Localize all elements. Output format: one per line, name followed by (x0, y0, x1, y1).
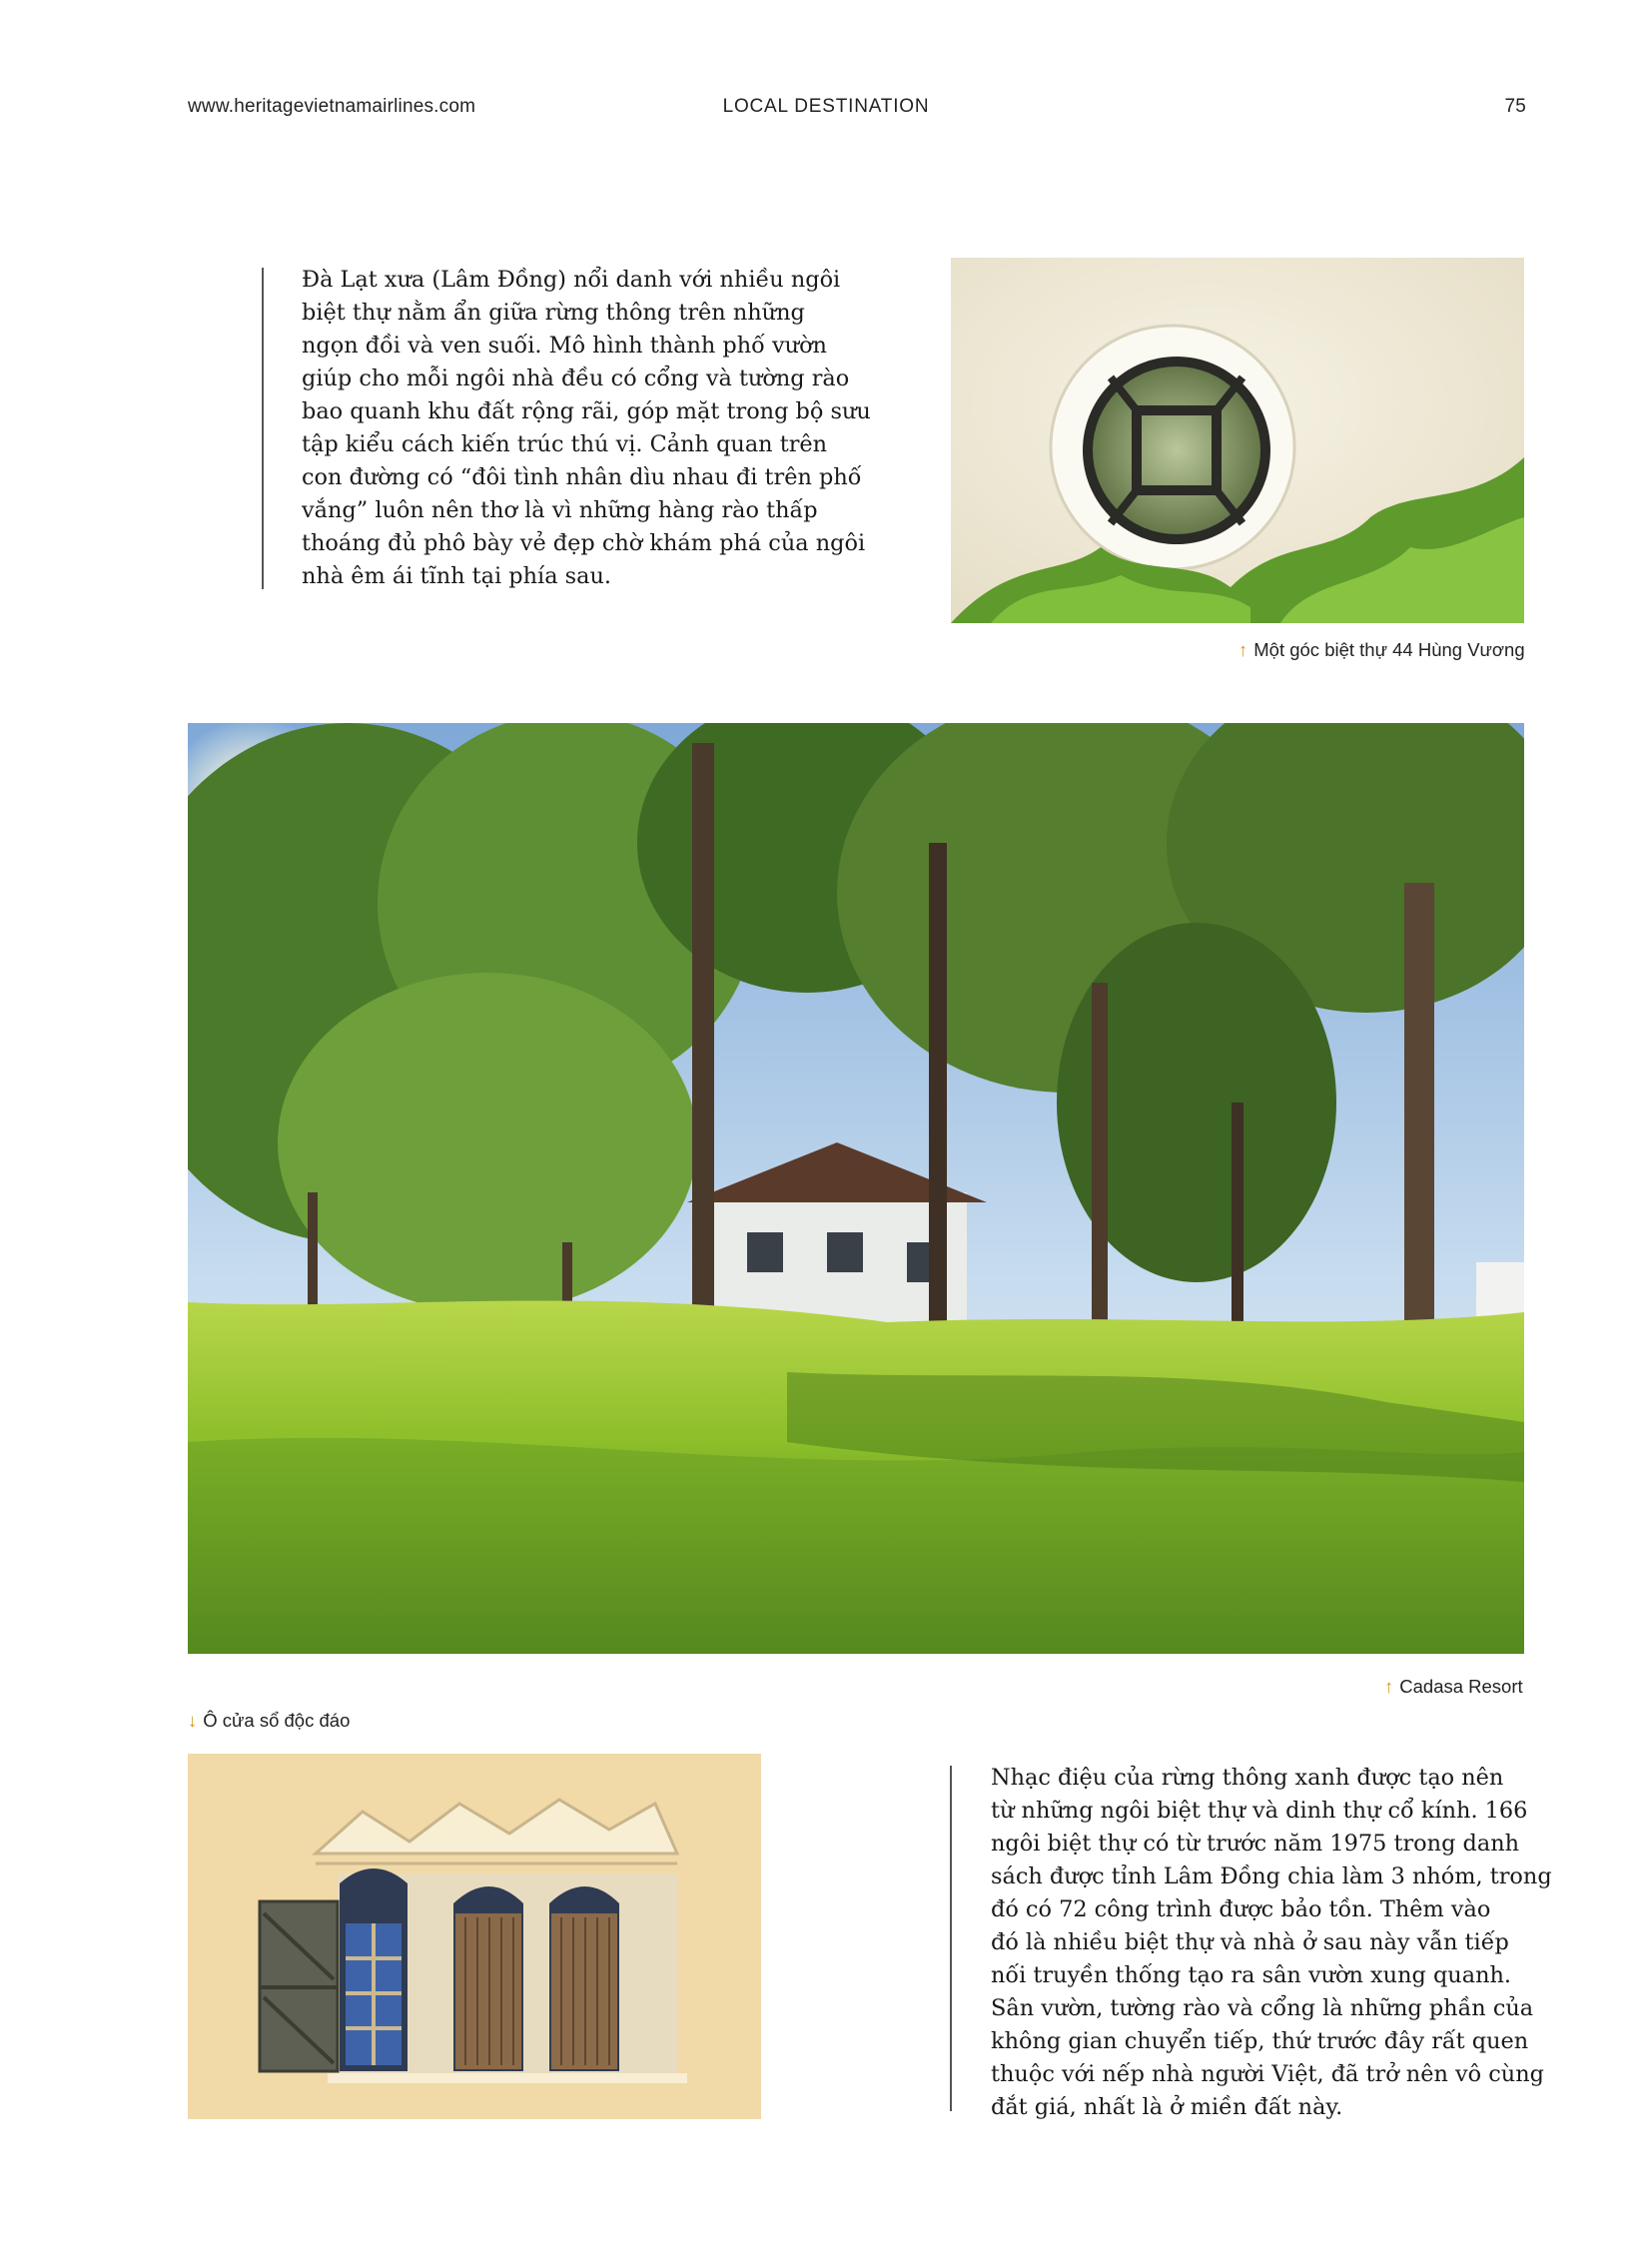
closing-line: đó có 72 công trình được bảo tồn. Thêm vào (991, 1896, 1491, 1922)
section-title: LOCAL DESTINATION (722, 96, 930, 117)
round-window-caption (1239, 639, 1525, 661)
site-url[interactable]: www.heritagevietnamairlines.com (188, 96, 476, 117)
intro-line: thoáng đủ phô bày vẻ đẹp chờ khám phá của ngôi (302, 530, 866, 556)
intro-line: ngọn đồi và ven suối. Mô hình thành phố vườn (302, 333, 827, 359)
intro-line: con đường có “đôi tình nhân dìu nhau đi trên phố (302, 464, 862, 490)
shutter-windows-photo (188, 1754, 761, 2119)
arrow-down-icon: ↓ (188, 1710, 198, 1731)
main-photo-caption-text: Cadasa Resort (1399, 1676, 1523, 1697)
closing-line: thuộc với nếp nhà người Việt, đã trở nên vô cùng (991, 2061, 1544, 2087)
intro-line: vắng” luôn nên thơ là vì những hàng rào thấp (302, 497, 818, 523)
shutters-caption-text: Ô cửa sổ độc đáo (203, 1710, 351, 1731)
intro-line: biệt thự nằm ẩn giữa rừng thông trên những (302, 300, 805, 326)
round-window-photo (951, 258, 1524, 623)
closing-line: không gian chuyển tiếp, thứ trước đây rất quen (991, 2028, 1529, 2054)
pine-forest-photo (188, 723, 1524, 1654)
arrow-up-icon: ↑ (1384, 1676, 1394, 1697)
closing-paragraph (991, 1762, 1552, 2124)
intro-line: bao quanh khu đất rộng rãi, góp mặt trong bộ sưu (302, 398, 871, 424)
closing-line: nối truyền thống tạo ra sân vườn xung quanh. (991, 1962, 1512, 1988)
shutters-caption (188, 1710, 350, 1732)
closing-line: đắt giá, nhất là ở miền đất này. (991, 2094, 1343, 2120)
intro-line: giúp cho mỗi ngôi nhà đều có cổng và tường rào (302, 366, 850, 391)
closing-line: đó là nhiều biệt thự và nhà ở sau này vẫn tiếp (991, 1929, 1509, 1955)
closing-line: ngôi biệt thự có từ trước năm 1975 trong danh (991, 1831, 1520, 1857)
arrow-up-icon: ↑ (1239, 639, 1248, 660)
intro-line: Đà Lạt xưa (Lâm Đồng) nổi danh với nhiều ngôi (302, 267, 841, 293)
closing-line: Sân vườn, tường rào và cổng là những phần của (991, 1995, 1534, 2021)
closing-rule (950, 1766, 952, 2111)
main-photo-caption (1384, 1676, 1523, 1698)
intro-line: nhà êm ái tĩnh tại phía sau. (302, 563, 612, 589)
page-number: 75 (1504, 96, 1526, 117)
round-window-caption-text: Một góc biệt thự 44 Hùng Vương (1253, 639, 1525, 660)
intro-paragraph (302, 264, 871, 593)
closing-line: Nhạc điệu của rừng thông xanh được tạo nên (991, 1765, 1504, 1791)
closing-line: từ những ngôi biệt thự và dinh thự cổ kính. 166 (991, 1798, 1528, 1824)
intro-line: tập kiểu cách kiến trúc thú vị. Cảnh quan trên (302, 431, 828, 457)
closing-line: sách được tỉnh Lâm Đồng chia làm 3 nhóm, trong (991, 1864, 1552, 1889)
intro-rule (262, 268, 264, 589)
